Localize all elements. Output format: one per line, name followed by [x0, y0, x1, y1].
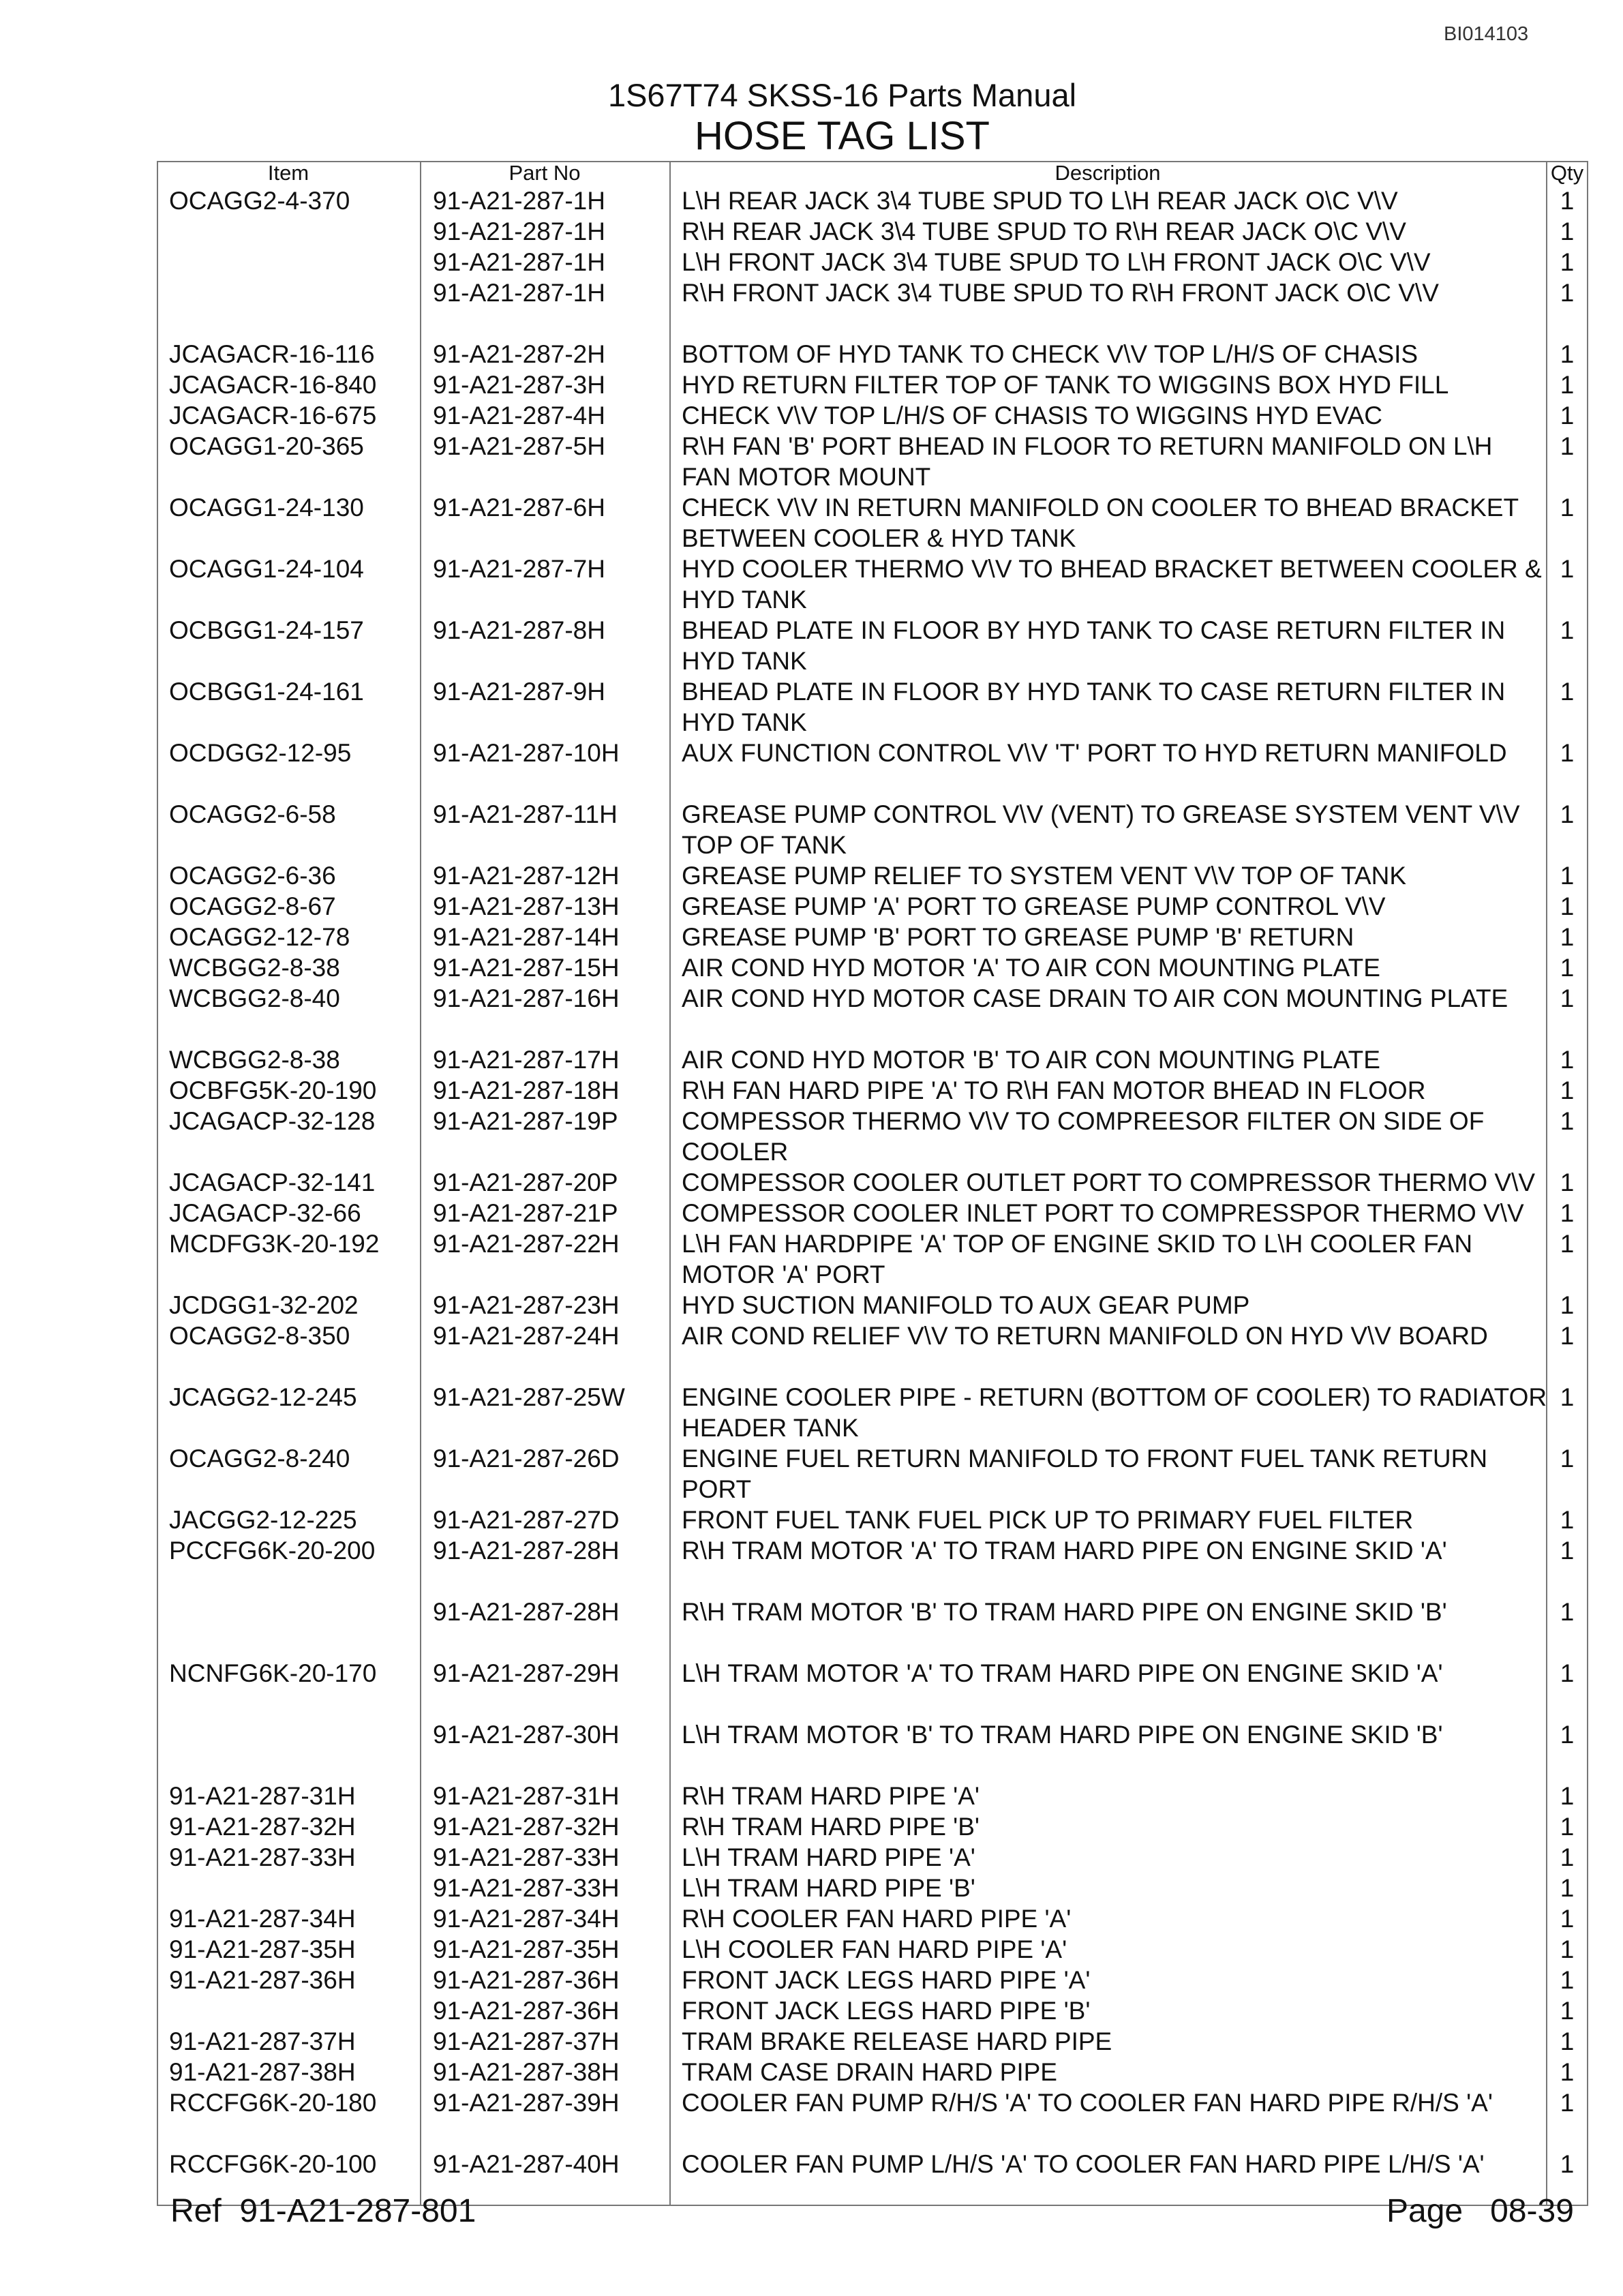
item-cell: JCAGACP-32-141	[169, 1168, 376, 1196]
description-cell: FRONT FUEL TANK FUEL PICK UP TO PRIMARY FUEL FILTER	[682, 1506, 1414, 1534]
part-no-cell: 91-A21-287-32H	[433, 1813, 620, 1841]
table-row	[157, 247, 1588, 277]
description-cell: L\H COOLER FAN HARD PIPE 'A'	[682, 1935, 1067, 1963]
part-no-cell: 91-A21-287-6H	[433, 494, 605, 522]
part-no-cell: 91-A21-287-13H	[433, 892, 620, 920]
part-no-cell: 91-A21-287-38H	[433, 2058, 620, 2086]
qty-cell: 1	[1560, 1997, 1575, 2025]
document-code: BI014103	[1444, 23, 1529, 45]
part-no-cell: 91-A21-287-37H	[433, 2027, 620, 2055]
description-cell: GREASE PUMP RELIEF TO SYSTEM VENT V\V TOP OF TANK	[682, 862, 1407, 890]
table-row	[157, 554, 1588, 615]
qty-cell: 1	[1560, 1721, 1575, 1749]
item-cell: OCAGG2-8-350	[169, 1322, 350, 1350]
part-no-cell: 91-A21-287-39H	[433, 2089, 620, 2117]
part-no-cell: 91-A21-287-17H	[433, 1046, 620, 1074]
description-cell: GREASE PUMP 'A' PORT TO GREASE PUMP CONTROL V\V	[682, 892, 1386, 920]
qty-cell: 1	[1560, 984, 1575, 1012]
description-cell: FRONT JACK LEGS HARD PIPE 'B'	[682, 1997, 1091, 2025]
description-cell: AUX FUNCTION CONTROL V\V 'T' PORT TO HYD RETURN MANIFOLD	[682, 739, 1507, 767]
item-cell: WCBGG2-8-38	[169, 1046, 340, 1074]
qty-cell: 1	[1560, 1537, 1575, 1565]
qty-cell: 1	[1560, 2058, 1575, 2086]
item-cell: RCCFG6K-20-100	[169, 2150, 377, 2178]
description-cell: AIR COND HYD MOTOR 'B' TO AIR CON MOUNTING PLATE	[682, 1046, 1380, 1074]
description-cell: HYD SUCTION MANIFOLD TO AUX GEAR PUMP	[682, 1291, 1250, 1319]
description-cell: R\H TRAM HARD PIPE 'A'	[682, 1782, 980, 1810]
qty-cell: 1	[1560, 555, 1575, 583]
table-row	[157, 1719, 1588, 1781]
list-title: HOSE TAG LIST	[695, 114, 990, 158]
description-cell: R\H TRAM MOTOR 'B' TO TRAM HARD PIPE ON ENGINE SKID 'B'	[682, 1598, 1447, 1626]
description-cell: HYD RETURN FILTER TOP OF TANK TO WIGGINS BOX HYD FILL	[682, 371, 1449, 399]
part-no-cell: 91-A21-287-1H	[433, 217, 605, 245]
part-no-cell: 91-A21-287-4H	[433, 402, 605, 429]
table-row	[157, 1965, 1588, 1995]
table-row	[157, 799, 1588, 860]
part-no-cell: 91-A21-287-1H	[433, 248, 605, 276]
table-row	[157, 216, 1588, 247]
description-cell: CHECK V\V TOP L/H/S OF CHASIS TO WIGGINS HYD EVAC	[682, 402, 1383, 429]
part-no-cell: 91-A21-287-16H	[433, 984, 620, 1012]
qty-cell: 1	[1560, 1291, 1575, 1319]
qty-cell: 1	[1560, 1782, 1575, 1810]
part-no-cell: 91-A21-287-2H	[433, 340, 605, 368]
table-row	[157, 1535, 1588, 1597]
qty-cell: 1	[1560, 1383, 1575, 1411]
ref-value: 91-A21-287-801	[239, 2193, 476, 2229]
item-cell: OCAGG2-6-58	[169, 800, 336, 828]
item-cell: OCDGG2-12-95	[169, 739, 352, 767]
page-value: 08-39	[1490, 2193, 1574, 2229]
table-row	[157, 1443, 1588, 1505]
item-cell: JCAGACR-16-675	[169, 402, 377, 429]
part-no-cell: 91-A21-287-36H	[433, 1997, 620, 2025]
qty-cell: 1	[1560, 616, 1575, 644]
item-cell: 91-A21-287-35H	[169, 1935, 356, 1963]
table-row	[157, 922, 1588, 952]
description-cell: R\H FAN HARD PIPE 'A' TO R\H FAN MOTOR BHEAD IN FLOOR	[682, 1076, 1426, 1104]
part-no-cell: 91-A21-287-40H	[433, 2150, 620, 2178]
item-cell: JACGG2-12-225	[169, 1506, 357, 1534]
description-cell: AIR COND HYD MOTOR CASE DRAIN TO AIR CON MOUNTING PLATE	[682, 984, 1508, 1012]
item-cell: WCBGG2-8-40	[169, 984, 340, 1012]
description-cell: R\H FRONT JACK 3\4 TUBE SPUD TO R\H FRONT JACK O\C V\V	[682, 279, 1439, 307]
part-no-cell: 91-A21-287-7H	[433, 555, 605, 583]
description-cell: TRAM CASE DRAIN HARD PIPE	[682, 2058, 1057, 2086]
description-cell: L\H TRAM HARD PIPE 'A'	[682, 1843, 975, 1871]
part-no-cell: 91-A21-287-25W	[433, 1383, 625, 1411]
table-row	[157, 492, 1588, 554]
qty-cell: 1	[1560, 2150, 1575, 2178]
part-no-cell: 91-A21-287-36H	[433, 1966, 620, 1994]
header-description: Description	[1055, 161, 1161, 185]
item-cell: RCCFG6K-20-180	[169, 2089, 377, 2117]
item-cell: OCBFG5K-20-190	[169, 1076, 377, 1104]
table-row	[157, 891, 1588, 922]
qty-cell: 1	[1560, 1659, 1575, 1687]
part-no-cell: 91-A21-287-31H	[433, 1782, 620, 1810]
part-no-cell: 91-A21-287-14H	[433, 923, 620, 951]
part-no-cell: 91-A21-287-21P	[433, 1199, 618, 1227]
part-no-cell: 91-A21-287-3H	[433, 371, 605, 399]
description-cell: BOTTOM OF HYD TANK TO CHECK V\V TOP L/H/S OF CHASIS	[682, 340, 1419, 368]
table-row	[157, 1382, 1588, 1443]
description-cell: AIR COND HYD MOTOR 'A' TO AIR CON MOUNTING PLATE	[682, 954, 1380, 982]
table-row	[157, 1228, 1588, 1290]
table-row	[157, 2087, 1588, 2149]
item-cell: JCAGACR-16-840	[169, 371, 377, 399]
item-cell: JCAGACP-32-66	[169, 1199, 361, 1227]
description-cell: CHECK V\V IN RETURN MANIFOLD ON COOLER TO BHEAD BRACKET BETWEEN COOLER & HYD TANK	[682, 494, 1519, 552]
ref-label: Ref	[170, 2193, 222, 2229]
part-no-cell: 91-A21-287-33H	[433, 1874, 620, 1902]
part-no-cell: 91-A21-287-9H	[433, 678, 605, 706]
qty-cell: 1	[1560, 1905, 1575, 1933]
description-cell: COOLER FAN PUMP R/H/S 'A' TO COOLER FAN HARD PIPE R/H/S 'A'	[682, 2089, 1493, 2117]
description-cell: ENGINE FUEL RETURN MANIFOLD TO FRONT FUEL TANK RETURN PORT	[682, 1445, 1488, 1503]
part-no-cell: 91-A21-287-30H	[433, 1721, 620, 1749]
item-cell: OCAGG2-8-240	[169, 1445, 350, 1472]
description-cell: AIR COND RELIEF V\V TO RETURN MANIFOLD ON HYD V\V BOARD	[682, 1322, 1488, 1350]
part-no-cell: 91-A21-287-1H	[433, 187, 605, 215]
table-row	[157, 400, 1588, 431]
table-row	[157, 2057, 1588, 2087]
description-cell: L\H FRONT JACK 3\4 TUBE SPUD TO L\H FRONT JACK O\C V\V	[682, 248, 1431, 276]
table-row	[157, 1505, 1588, 1535]
item-cell: NCNFG6K-20-170	[169, 1659, 377, 1687]
qty-cell: 1	[1560, 1843, 1575, 1871]
item-cell: JCDGG1-32-202	[169, 1291, 359, 1319]
table-row	[157, 1320, 1588, 1382]
item-cell: OCAGG1-20-365	[169, 432, 364, 460]
qty-cell: 1	[1560, 678, 1575, 706]
item-cell: OCAGG2-8-67	[169, 892, 336, 920]
description-cell: FRONT JACK LEGS HARD PIPE 'A'	[682, 1966, 1091, 1994]
table-row	[157, 738, 1588, 799]
description-cell: COOLER FAN PUMP L/H/S 'A' TO COOLER FAN HARD PIPE L/H/S 'A'	[682, 2150, 1485, 2178]
description-cell: L\H REAR JACK 3\4 TUBE SPUD TO L\H REAR JACK O\C V\V	[682, 187, 1398, 215]
qty-cell: 1	[1560, 248, 1575, 276]
table-row	[157, 1044, 1588, 1075]
part-no-cell: 91-A21-287-26D	[433, 1445, 620, 1472]
qty-cell: 1	[1560, 1230, 1575, 1258]
qty-cell: 1	[1560, 1322, 1575, 1350]
qty-cell: 1	[1560, 340, 1575, 368]
item-cell: 91-A21-287-32H	[169, 1813, 356, 1841]
item-cell: OCBGG1-24-161	[169, 678, 364, 706]
item-cell: OCAGG2-12-78	[169, 923, 350, 951]
qty-cell: 1	[1560, 402, 1575, 429]
table-header	[157, 161, 1588, 185]
part-no-cell: 91-A21-287-35H	[433, 1935, 620, 1963]
table-row	[157, 431, 1588, 492]
part-no-cell: 91-A21-287-18H	[433, 1076, 620, 1104]
qty-cell: 1	[1560, 862, 1575, 890]
qty-cell: 1	[1560, 1046, 1575, 1074]
table-row	[157, 1597, 1588, 1658]
table-row	[157, 1903, 1588, 1934]
table-row	[157, 1290, 1588, 1320]
description-cell: GREASE PUMP 'B' PORT TO GREASE PUMP 'B' RETURN	[682, 923, 1354, 951]
item-cell: OCAGG1-24-130	[169, 494, 364, 522]
qty-cell: 1	[1560, 800, 1575, 828]
table-row	[157, 369, 1588, 400]
description-cell: GREASE PUMP CONTROL V\V (VENT) TO GREASE SYSTEM VENT V\V TOP OF TANK	[682, 800, 1520, 859]
qty-cell: 1	[1560, 1076, 1575, 1104]
qty-cell: 1	[1560, 1813, 1575, 1841]
description-cell: L\H TRAM MOTOR 'A' TO TRAM HARD PIPE ON ENGINE SKID 'A'	[682, 1659, 1443, 1687]
table-row	[157, 277, 1588, 339]
qty-cell: 1	[1560, 279, 1575, 307]
qty-cell: 1	[1560, 494, 1575, 522]
table-row	[157, 1658, 1588, 1719]
part-no-cell: 91-A21-287-20P	[433, 1168, 618, 1196]
qty-cell: 1	[1560, 1199, 1575, 1227]
description-cell: COMPESSOR THERMO V\V TO COMPREESOR FILTER ON SIDE OF COOLER	[682, 1107, 1485, 1166]
table-row	[157, 952, 1588, 983]
description-cell: COMPESSOR COOLER OUTLET PORT TO COMPRESSOR THERMO V\V	[682, 1168, 1536, 1196]
qty-cell: 1	[1560, 1107, 1575, 1135]
qty-cell: 1	[1560, 923, 1575, 951]
table-body	[157, 185, 1588, 2210]
description-cell: BHEAD PLATE IN FLOOR BY HYD TANK TO CASE RETURN FILTER IN HYD TANK	[682, 616, 1506, 675]
qty-cell: 1	[1560, 2027, 1575, 2055]
qty-cell: 1	[1560, 1598, 1575, 1626]
table-row	[157, 339, 1588, 369]
item-cell: PCCFG6K-20-200	[169, 1537, 376, 1565]
description-cell: R\H REAR JACK 3\4 TUBE SPUD TO R\H REAR JACK O\C V\V	[682, 217, 1406, 245]
description-cell: L\H TRAM MOTOR 'B' TO TRAM HARD PIPE ON ENGINE SKID 'B'	[682, 1721, 1443, 1749]
description-cell: BHEAD PLATE IN FLOOR BY HYD TANK TO CASE RETURN FILTER IN HYD TANK	[682, 678, 1506, 736]
table-row	[157, 185, 1588, 216]
item-cell: OCAGG2-4-370	[169, 187, 350, 215]
header-part-no: Part No	[509, 161, 581, 185]
table-row	[157, 1106, 1588, 1167]
table-row	[157, 676, 1588, 738]
description-cell: TRAM BRAKE RELEASE HARD PIPE	[682, 2027, 1112, 2055]
item-cell: JCAGACP-32-128	[169, 1107, 376, 1135]
item-cell: JCAGG2-12-245	[169, 1383, 357, 1411]
qty-cell: 1	[1560, 371, 1575, 399]
description-cell: HYD COOLER THERMO V\V TO BHEAD BRACKET BETWEEN COOLER & HYD TANK	[682, 555, 1542, 614]
part-no-cell: 91-A21-287-12H	[433, 862, 620, 890]
description-cell: ENGINE COOLER PIPE - RETURN (BOTTOM OF COOLER) TO RADIATOR HEADER TANK	[682, 1383, 1547, 1442]
table-row	[157, 615, 1588, 676]
table-row	[157, 1198, 1588, 1228]
part-no-cell: 91-A21-287-19P	[433, 1107, 618, 1135]
header-qty: Qty	[1550, 161, 1584, 185]
item-cell: OCBGG1-24-157	[169, 616, 364, 644]
table-row	[157, 860, 1588, 891]
item-cell: 91-A21-287-37H	[169, 2027, 356, 2055]
item-cell: 91-A21-287-33H	[169, 1843, 356, 1871]
item-cell: 91-A21-287-36H	[169, 1966, 356, 1994]
table-row	[157, 1842, 1588, 1873]
part-no-cell: 91-A21-287-8H	[433, 616, 605, 644]
table-row	[157, 1995, 1588, 2026]
qty-cell: 1	[1560, 1966, 1575, 1994]
description-cell: COMPESSOR COOLER INLET PORT TO COMPRESSPOR THERMO V\V	[682, 1199, 1524, 1227]
qty-cell: 1	[1560, 1935, 1575, 1963]
part-no-cell: 91-A21-287-11H	[433, 800, 618, 828]
part-no-cell: 91-A21-287-22H	[433, 1230, 620, 1258]
qty-cell: 1	[1560, 2089, 1575, 2117]
header-item: Item	[267, 161, 309, 185]
part-no-cell: 91-A21-287-34H	[433, 1905, 620, 1933]
footer-ref	[170, 2192, 476, 2230]
table-row	[157, 1167, 1588, 1198]
part-no-cell: 91-A21-287-27D	[433, 1506, 620, 1534]
part-no-cell: 91-A21-287-28H	[433, 1598, 620, 1626]
item-cell: WCBGG2-8-38	[169, 954, 340, 982]
item-cell: OCAGG2-6-36	[169, 862, 336, 890]
description-cell: L\H TRAM HARD PIPE 'B'	[682, 1874, 975, 1902]
item-cell: 91-A21-287-31H	[169, 1782, 356, 1810]
table-row	[157, 983, 1588, 1044]
qty-cell: 1	[1560, 739, 1575, 767]
item-cell: MCDFG3K-20-192	[169, 1230, 380, 1258]
part-no-cell: 91-A21-287-10H	[433, 739, 620, 767]
qty-cell: 1	[1560, 432, 1575, 460]
part-no-cell: 91-A21-287-15H	[433, 954, 620, 982]
table-row	[157, 1075, 1588, 1106]
qty-cell: 1	[1560, 217, 1575, 245]
part-no-cell: 91-A21-287-33H	[433, 1843, 620, 1871]
item-cell: OCAGG1-24-104	[169, 555, 364, 583]
qty-cell: 1	[1560, 1874, 1575, 1902]
part-no-cell: 91-A21-287-29H	[433, 1659, 620, 1687]
qty-cell: 1	[1560, 1506, 1575, 1534]
qty-cell: 1	[1560, 1168, 1575, 1196]
description-cell: R\H FAN 'B' PORT BHEAD IN FLOOR TO RETURN MANIFOLD ON L\H FAN MOTOR MOUNT	[682, 432, 1493, 491]
page-label: Page	[1386, 2193, 1463, 2229]
description-cell: L\H FAN HARDPIPE 'A' TOP OF ENGINE SKID TO L\H COOLER FAN MOTOR 'A' PORT	[682, 1230, 1473, 1288]
table-row	[157, 1934, 1588, 1965]
description-cell: R\H TRAM MOTOR 'A' TO TRAM HARD PIPE ON ENGINE SKID 'A'	[682, 1537, 1447, 1565]
qty-cell: 1	[1560, 187, 1575, 215]
part-no-cell: 91-A21-287-23H	[433, 1291, 620, 1319]
manual-title: 1S67T74 SKSS-16 Parts Manual	[607, 77, 1077, 113]
part-no-cell: 91-A21-287-1H	[433, 279, 605, 307]
part-no-cell: 91-A21-287-24H	[433, 1322, 620, 1350]
table-row	[157, 2026, 1588, 2057]
description-cell: R\H COOLER FAN HARD PIPE 'A'	[682, 1905, 1072, 1933]
footer-page	[1386, 2192, 1574, 2230]
qty-cell: 1	[1560, 1445, 1575, 1472]
table-row	[157, 1811, 1588, 1842]
table-row	[157, 1781, 1588, 1811]
qty-cell: 1	[1560, 892, 1575, 920]
item-cell: 91-A21-287-38H	[169, 2058, 356, 2086]
qty-cell: 1	[1560, 954, 1575, 982]
table-row	[157, 1873, 1588, 1903]
item-cell: 91-A21-287-34H	[169, 1905, 356, 1933]
part-no-cell: 91-A21-287-5H	[433, 432, 605, 460]
item-cell: JCAGACR-16-116	[169, 340, 375, 368]
part-no-cell: 91-A21-287-28H	[433, 1537, 620, 1565]
description-cell: R\H TRAM HARD PIPE 'B'	[682, 1813, 980, 1841]
